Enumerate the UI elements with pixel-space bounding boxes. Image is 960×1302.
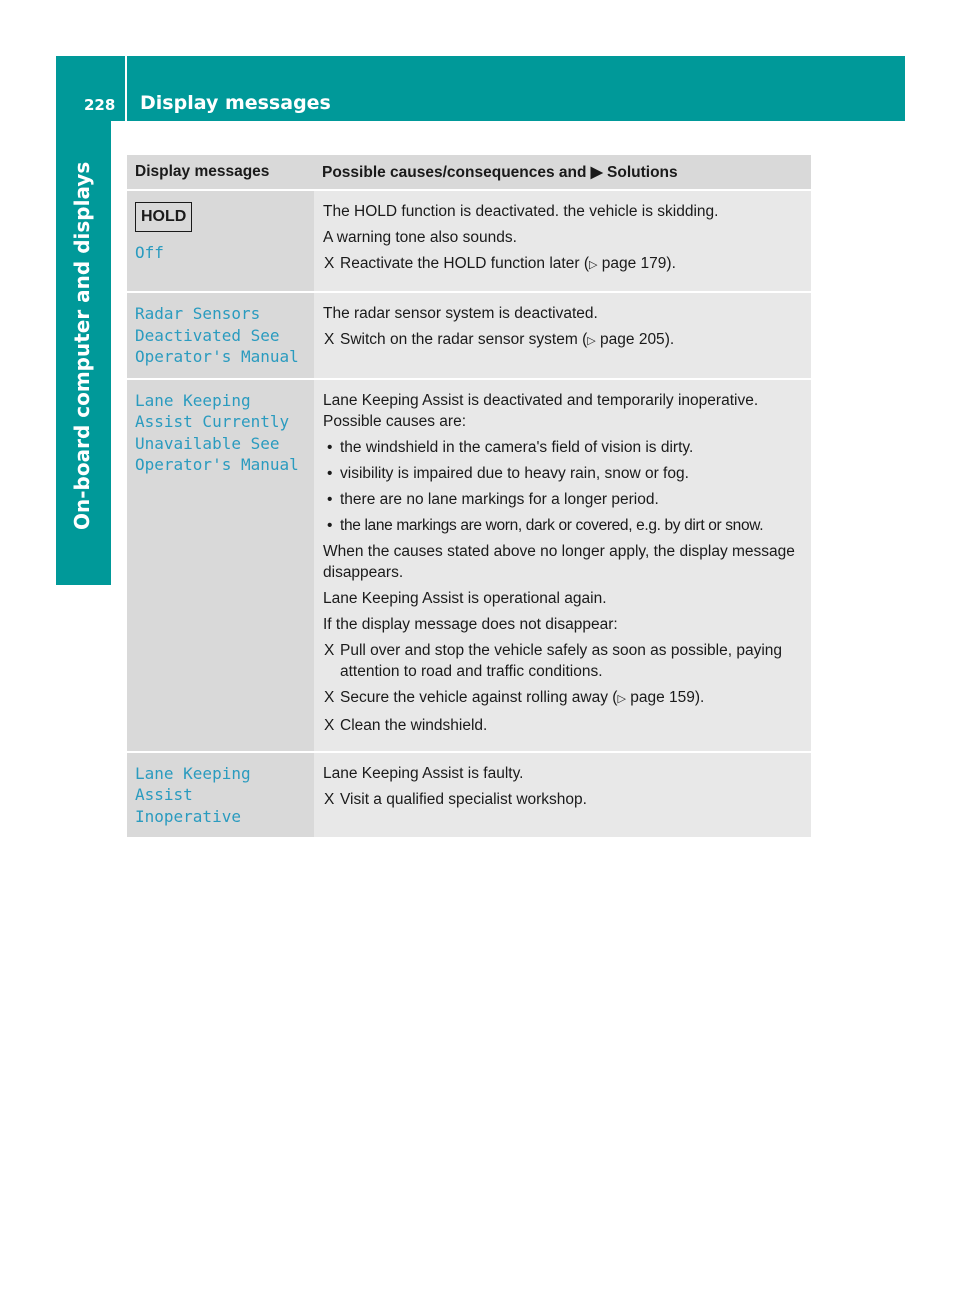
message-cell [127,379,314,752]
bullet-item [323,489,803,510]
description-cell [314,292,811,379]
description-text: The radar sensor system is deactivated. [323,305,598,322]
action-text: Visit a qualified specialist workshop. [340,790,587,808]
display-message: Off [135,243,164,262]
page-ref-link[interactable]: page 159 [630,688,695,706]
bullet-text: there are no lane markings for a longer period. [340,490,659,508]
col1-header: Display messages [127,155,314,190]
action-item [323,715,803,736]
hold-symbol-icon: HOLD [135,202,192,232]
bullet-item [323,515,803,536]
display-message: Radar Sensors Deactivated See Operator's Manual [135,304,299,366]
col2-header-post: Solutions [607,163,678,181]
bullet-icon: • [327,438,333,456]
description-text: The HOLD function is deactivated. the vehicle is skidding. [323,203,719,220]
action-marker-icon: X [324,688,335,706]
page-ref-icon: ▷ [617,692,626,705]
side-tab-label: On-board computer and displays [70,161,94,530]
message-cell [127,752,314,839]
bullet-icon: • [327,464,333,482]
action-marker-icon: X [324,641,335,659]
message-cell [127,190,314,292]
bullet-text: visibility is impaired due to heavy rain, snow or fog. [340,464,689,482]
col2-header [314,155,811,190]
description-text: Lane Keeping Assist is faulty. [323,764,524,782]
page-ref-link[interactable]: page 179 [601,255,667,272]
page-ref-link[interactable]: page 205 [600,331,665,348]
action-text-end: ). [664,331,675,348]
arrow-right-icon: ▶ [590,163,603,181]
description-text: When the causes stated above no longer apply, the display message disappears. [323,542,795,581]
description-text: Lane Keeping Assist is operational again. [323,589,607,607]
description-cell [314,379,811,752]
action-text-end: ). [666,255,676,272]
message-cell [127,292,314,379]
table-header-row [127,155,811,190]
bullet-icon: • [327,490,333,508]
description-text: If the display message does not disappear: [323,615,618,633]
description-intro: Lane Keeping Assist is deactivated and temporarily inoperative. Possible causes are: [323,391,759,430]
action-text: Reactivate the HOLD function later ( [340,255,589,272]
table-row [127,190,811,292]
action-item [323,789,803,810]
table-row [127,292,811,379]
display-messages-table [127,155,811,839]
action-item [323,640,803,682]
action-marker-icon: X [324,790,335,808]
bullet-item [323,463,803,484]
action-item [323,687,803,710]
table-row [127,752,811,839]
description-cell [314,190,811,292]
table-row [127,379,811,752]
action-text: Pull over and stop the vehicle safely as soon as possible, paying attention to road and traffic conditions. [340,641,783,680]
action-text: Secure the vehicle against rolling away ( [340,688,618,706]
col2-header-pre: Possible causes/consequences and [322,163,587,181]
description-cell [314,752,811,839]
side-tab-label-wrap [58,161,110,910]
bullet-item [323,437,803,458]
bullet-text: the lane markings are worn, dark or covered, e.g. by dirt or snow. [340,516,764,534]
action-item [323,329,803,352]
action-marker-icon: X [324,331,335,348]
header-divider [125,56,127,121]
action-text: Clean the windshield. [340,716,488,734]
display-message: Lane Keeping Assist Inoperative [135,763,251,826]
page-number: 228 [84,96,116,114]
bullet-text: the windshield in the camera's field of vision is dirty. [340,438,694,456]
display-message: Lane Keeping Assist Currently Unavailable See Operator's Manual [135,390,299,474]
description-text: A warning tone also sounds. [323,229,517,246]
action-item [323,253,803,276]
page-ref-icon: ▷ [587,335,596,347]
action-marker-icon: X [324,716,335,734]
page-title: Display messages [140,92,331,114]
bullet-icon: • [327,516,333,534]
action-text: Switch on the radar sensor system ( [340,331,588,348]
action-marker-icon: X [324,255,335,272]
action-text-end: ). [694,688,705,706]
page-ref-icon: ▷ [588,259,598,271]
